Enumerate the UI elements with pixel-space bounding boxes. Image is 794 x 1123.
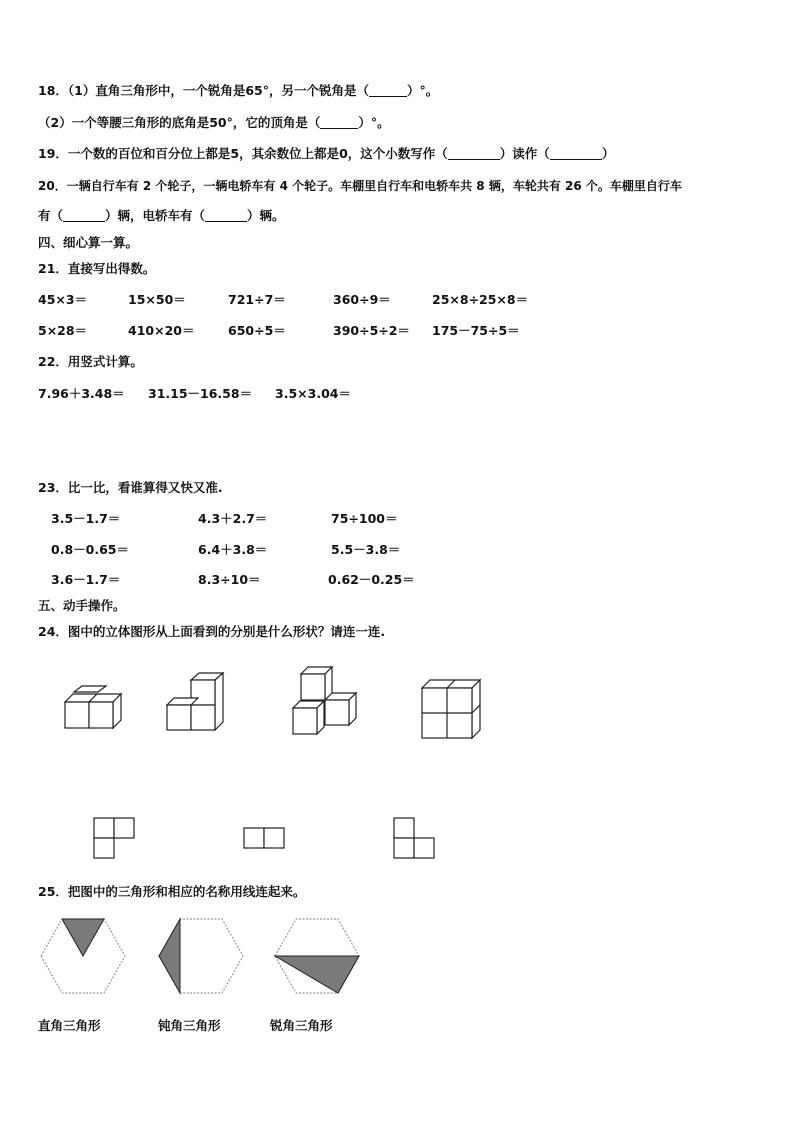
q21-row1-item: 360÷9＝ (333, 292, 391, 307)
hexagon-right-triangle (38, 916, 128, 996)
q25-title: 25．把图中的三角形和相应的名称用线连起来。 (38, 884, 306, 899)
q21-row2-item: 650÷5＝ (228, 323, 286, 338)
answer-blank[interactable] (369, 84, 407, 97)
q23-title: 23．比一比，看谁算得又快又准. (38, 480, 223, 495)
q23-row1-item: 75÷100＝ (331, 511, 398, 526)
q21-row2-item: 410×20＝ (128, 323, 195, 338)
q22-item: 7.96＋3.48＝ (38, 386, 125, 401)
top-view-shape-2 (242, 826, 288, 850)
q18-part2: （2）一个等腰三角形的底角是50°，它的顶角是（ ）°。 (38, 115, 390, 130)
answer-blank[interactable] (320, 116, 358, 129)
q18-part1: 18．（1）直角三角形中，一个锐角是65°，另一个锐角是（ ）°。 (38, 83, 439, 98)
q23-row2-item: 0.8－0.65＝ (51, 542, 129, 557)
answer-blank[interactable] (205, 209, 247, 222)
q21-row1-item: 25×8÷25×8＝ (432, 292, 529, 307)
triangle-name-label: 钝角三角形 (158, 1018, 221, 1033)
q23-row3-item: 0.62－0.25＝ (328, 572, 415, 587)
solid-figure-3 (289, 664, 361, 738)
answer-blank[interactable] (550, 147, 602, 160)
q21-row2-item: 5×28＝ (38, 323, 88, 338)
q21-row1-item: 45×3＝ (38, 292, 88, 307)
hexagon-obtuse-triangle (156, 916, 246, 996)
q23-row2-item: 6.4＋3.8＝ (198, 542, 268, 557)
q19: 19．一个数的百位和百分位上都是5，其余数位上都是0，这个小数写作（ ）读作（ ） (38, 146, 615, 161)
q21-row1-item: 721÷7＝ (228, 292, 286, 307)
q21-title: 21．直接写出得数。 (38, 261, 156, 276)
q22-title: 22．用竖式计算。 (38, 354, 143, 369)
q23-row3-item: 8.3÷10＝ (198, 572, 261, 587)
q21-row2-item: 390÷5÷2＝ (333, 323, 410, 338)
solid-figure-1 (60, 684, 130, 732)
section-heading-5: 五、动手操作。 (38, 598, 126, 613)
q21-row1-item: 15×50＝ (128, 292, 186, 307)
triangle-name-label: 锐角三角形 (270, 1018, 333, 1033)
solid-figure-2 (162, 672, 232, 734)
top-view-shape-3 (392, 816, 438, 860)
answer-blank[interactable] (448, 147, 500, 160)
triangle-name-label: 直角三角形 (38, 1018, 101, 1033)
q23-row3-item: 3.6－1.7＝ (51, 572, 121, 587)
q23-row2-item: 5.5－3.8＝ (331, 542, 401, 557)
section-heading-4: 四、细心算一算。 (38, 235, 139, 250)
top-view-shape-1 (92, 816, 138, 860)
q20-line2: 有（ ）辆，电轿车有（ ）辆。 (38, 208, 285, 223)
q24-title: 24．图中的立体图形从上面看到的分别是什么形状？请连一连. (38, 624, 386, 639)
q22-item: 3.5×3.04＝ (275, 386, 351, 401)
q21-row2-item: 175－75÷5＝ (432, 323, 520, 338)
q23-row1-item: 4.3＋2.7＝ (198, 511, 268, 526)
hexagon-acute-triangle (272, 916, 362, 996)
q23-row1-item: 3.5－1.7＝ (51, 511, 121, 526)
answer-blank[interactable] (63, 209, 105, 222)
q20-line1: 20．一辆自行车有 2 个轮子，一辆电轿车有 4 个轮子。车棚里自行车和电轿车共 8 辆，车轮共有 26 个。车棚里自行车 (38, 179, 682, 193)
q22-item: 31.15－16.58＝ (148, 386, 253, 401)
solid-figure-4 (418, 678, 488, 742)
